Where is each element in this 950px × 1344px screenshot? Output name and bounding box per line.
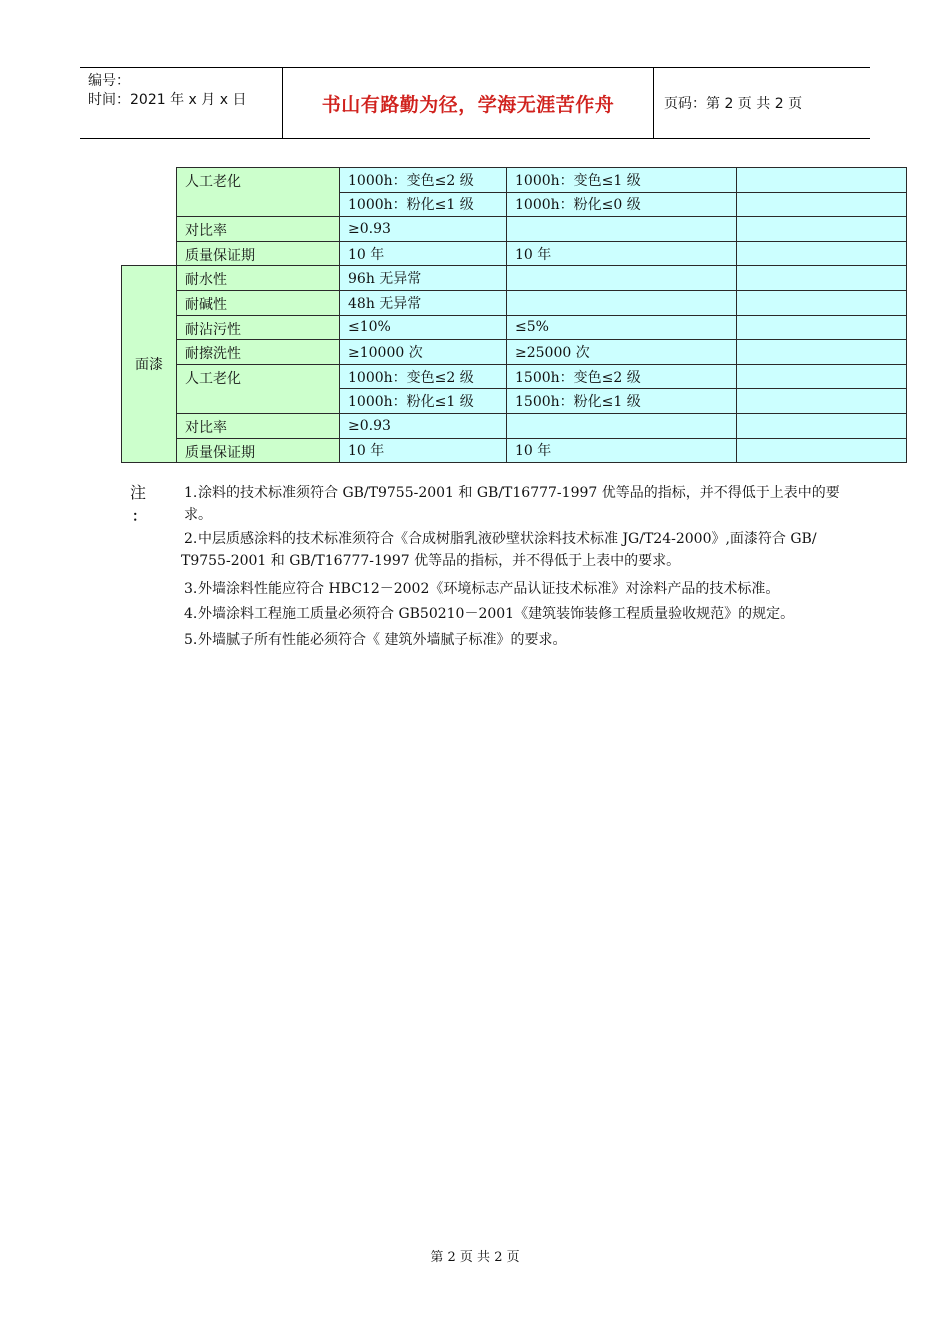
note-text: 外墙涂料工程施工质量必须符合 GB50210－2001《建筑装饰装修工程质量验收规范》的规定。	[198, 606, 795, 622]
table-row	[122, 413, 907, 438]
page-footer	[0, 1246, 950, 1265]
header-page-number: 页码：第 2 页 共 2 页	[664, 96, 803, 112]
value-cell: 1000h：变色≤1 级	[507, 168, 737, 193]
table-row	[122, 315, 907, 340]
value-cell: ≤5%	[507, 315, 737, 340]
value-cell	[737, 192, 907, 217]
value-cell	[507, 266, 737, 291]
notes-label: 注	[130, 483, 147, 502]
value-cell	[507, 217, 737, 242]
item-name: 耐碱性	[177, 290, 340, 315]
item-name: 质量保证期	[177, 241, 340, 266]
note-item	[184, 482, 889, 526]
value-cell	[737, 438, 907, 463]
value-cell: 1500h：粉化≤1 级	[507, 389, 737, 414]
value-cell: 1000h：变色≤2 级	[340, 168, 507, 193]
value-cell: 10 年	[507, 241, 737, 266]
value-cell: ≥10000 次	[340, 340, 507, 365]
value-cell: ≥0.93	[340, 413, 507, 438]
group-label: 面漆	[122, 266, 177, 463]
table-row	[122, 364, 907, 389]
table-row	[122, 168, 907, 193]
value-cell	[737, 389, 907, 414]
value-cell	[737, 266, 907, 291]
note-number: 4.	[184, 606, 198, 622]
item-name: 耐擦洗性	[177, 340, 340, 365]
item-name: 人工老化	[177, 364, 340, 413]
value-cell	[737, 290, 907, 315]
value-cell	[737, 241, 907, 266]
page-header	[80, 67, 870, 139]
note-item	[181, 528, 889, 572]
note-item	[184, 629, 889, 651]
value-cell: 1000h：粉化≤1 级	[340, 389, 507, 414]
value-cell	[507, 413, 737, 438]
value-cell: 1000h：粉化≤0 级	[507, 192, 737, 217]
value-cell	[737, 413, 907, 438]
note-text: 外墙腻子所有性能必须符合《 建筑外墙腻子标准》的要求。	[198, 632, 567, 648]
value-cell	[737, 315, 907, 340]
group-label	[122, 168, 177, 266]
value-cell	[737, 364, 907, 389]
item-name: 人工老化	[177, 168, 340, 217]
value-cell	[737, 217, 907, 242]
value-cell: ≥25000 次	[507, 340, 737, 365]
value-cell: ≤10%	[340, 315, 507, 340]
item-name: 耐沾污性	[177, 315, 340, 340]
footer-page-number: 第 2 页 共 2 页	[430, 1250, 520, 1265]
note-number: 2.	[184, 531, 198, 547]
table-row	[122, 438, 907, 463]
value-cell: 48h 无异常	[340, 290, 507, 315]
value-cell	[737, 340, 907, 365]
value-cell: 10 年	[507, 438, 737, 463]
value-cell: 1000h：粉化≤1 级	[340, 192, 507, 217]
notes-colon: ：	[132, 509, 146, 525]
spec-table	[121, 167, 907, 463]
value-cell: 1000h：变色≤2 级	[340, 364, 507, 389]
note-number: 3.	[184, 581, 198, 597]
table-row	[122, 217, 907, 242]
table-row	[122, 241, 907, 266]
table-row	[122, 266, 907, 291]
item-name: 对比率	[177, 217, 340, 242]
header-meta	[80, 68, 282, 138]
doc-number-label: 编号：	[88, 73, 130, 89]
value-cell: 10 年	[340, 241, 507, 266]
note-text: 中层质感涂料的技术标准须符合《合成树脂乳液砂壁状涂料技术标准 JG/T24-2000》,面漆符合 GB/	[198, 531, 817, 547]
note-text: 外墙涂料性能应符合 HBC12－2002《环境标志产品认证技术标准》对涂料产品的技术标准。	[198, 581, 780, 597]
header-page-cell	[654, 68, 870, 138]
value-cell: 10 年	[340, 438, 507, 463]
header-motto: 书山有路勤为径，学海无涯苦作舟	[321, 93, 615, 116]
table-row	[122, 340, 907, 365]
note-text: 求。	[184, 507, 212, 523]
note-number: 1.	[184, 485, 198, 501]
value-cell	[507, 290, 737, 315]
note-item	[184, 603, 889, 625]
value-cell: ≥0.93	[340, 217, 507, 242]
note-text: T9755-2001 和 GB/T16777-1997 优等品的指标，并不得低于上表中的要求。	[181, 553, 681, 569]
item-name: 对比率	[177, 413, 340, 438]
table-row	[122, 290, 907, 315]
header-motto-cell	[282, 68, 654, 138]
item-name: 耐水性	[177, 266, 340, 291]
date-label: 时间：2021 年 x 月 x 日	[88, 92, 247, 108]
value-cell	[737, 168, 907, 193]
value-cell: 96h 无异常	[340, 266, 507, 291]
value-cell: 1500h：变色≤2 级	[507, 364, 737, 389]
item-name: 质量保证期	[177, 438, 340, 463]
note-item	[184, 578, 889, 600]
note-number: 5.	[184, 632, 198, 648]
note-text: 涂料的技术标准须符合 GB/T9755-2001 和 GB/T16777-1997 优等品的指标，并不得低于上表中的要	[198, 485, 840, 501]
